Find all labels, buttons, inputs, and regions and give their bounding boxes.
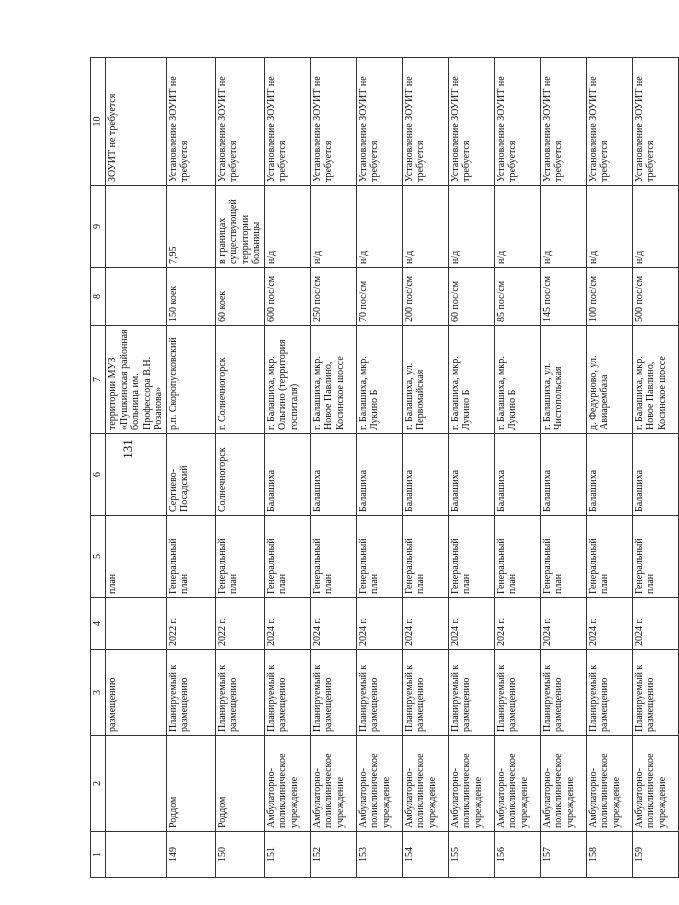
column-number: 6: [91, 434, 106, 516]
cell-status: Планируемый к размещению: [632, 650, 678, 736]
cell-capacity: 200 пос/см: [402, 268, 448, 326]
cell-doc: Генеральный план: [540, 516, 586, 598]
page-number: 131: [119, 439, 135, 459]
cell-zouit: Установление ЗОУИТ не требуется: [356, 58, 402, 186]
cell-status: Планируемый к размещению: [586, 650, 632, 736]
cell-year: 2024 г.: [402, 598, 448, 650]
cell-object: Амбулаторно-поликлиническое учреждение: [264, 736, 310, 832]
cell-status: Планируемый к размещению: [448, 650, 494, 736]
cell-area: н/д: [264, 186, 310, 268]
cell-municipality: Балашиха: [494, 434, 540, 516]
cell-number: 150: [215, 832, 264, 878]
cell-doc: Генеральный план: [310, 516, 356, 598]
cell-zouit: Установление ЗОУИТ не требуется: [166, 58, 215, 186]
cell-municipality: Балашиха: [402, 434, 448, 516]
cell-location: г. Балашиха, мкр. Лукино Б: [494, 326, 540, 434]
cell-object: Роддом: [215, 736, 264, 832]
objects-table: [90, 57, 679, 878]
cell-number: 152: [310, 832, 356, 878]
cell-object: [106, 736, 167, 832]
cell-capacity: [106, 268, 167, 326]
cell-area: н/д: [402, 186, 448, 268]
cell-location: г. Балашиха, мкр. Новое Павлино, Косинское шоссе: [632, 326, 678, 434]
cell-number: 156: [494, 832, 540, 878]
cell-capacity: 600 пос/см: [264, 268, 310, 326]
column-number: 5: [91, 516, 106, 598]
cell-doc: Генеральный план: [166, 516, 215, 598]
cell-status: Планируемый к размещению: [494, 650, 540, 736]
cell-location: г. Солнечногорск: [215, 326, 264, 434]
table-row: [586, 58, 632, 878]
cell-year: 2024 г.: [632, 598, 678, 650]
cell-zouit: Установление ЗОУИТ не требуется: [540, 58, 586, 186]
cell-zouit: Установление ЗОУИТ не требуется: [264, 58, 310, 186]
table-row: [264, 58, 310, 878]
cell-location: г. Балашиха, ул. Первомайская: [402, 326, 448, 434]
cell-object: Амбулаторно-поликлиническое учреждение: [632, 736, 678, 832]
cell-municipality: Балашиха: [448, 434, 494, 516]
cell-number: 157: [540, 832, 586, 878]
cell-doc: Генеральный план: [402, 516, 448, 598]
cell-area: н/д: [356, 186, 402, 268]
cell-number: [106, 832, 167, 878]
cell-capacity: 85 пос/см: [494, 268, 540, 326]
cell-capacity: 60 пос/см: [448, 268, 494, 326]
cell-location: г. Балашиха, мкр. Лукино Б: [356, 326, 402, 434]
cell-year: 2024 г.: [448, 598, 494, 650]
table-row: [402, 58, 448, 878]
table-row: [310, 58, 356, 878]
cell-number: 149: [166, 832, 215, 878]
cell-year: 2024 г.: [586, 598, 632, 650]
table-row: [215, 58, 264, 878]
cell-location: территории МУЗ «Пушкинская районная больница им. Профессора В.Н. Розанова»: [106, 326, 167, 434]
column-number-row: [91, 58, 106, 878]
cell-doc: Генеральный план: [494, 516, 540, 598]
cell-location: г. Балашиха, мкр. Новое Павлино, Косинское шоссе: [310, 326, 356, 434]
cell-doc: план: [106, 516, 167, 598]
cell-zouit: Установление ЗОУИТ не требуется: [632, 58, 678, 186]
cell-number: 153: [356, 832, 402, 878]
table-row: [166, 58, 215, 878]
cell-area: н/д: [448, 186, 494, 268]
table-row: [632, 58, 678, 878]
cell-area: н/д: [310, 186, 356, 268]
cell-year: 2024 г.: [264, 598, 310, 650]
cell-area: 7,95: [166, 186, 215, 268]
continuation-row: [106, 58, 167, 878]
cell-area: н/д: [632, 186, 678, 268]
cell-municipality: Солнечногорск: [215, 434, 264, 516]
cell-area: н/д: [540, 186, 586, 268]
cell-number: 154: [402, 832, 448, 878]
cell-year: 2022 г.: [166, 598, 215, 650]
cell-location: г. Балашиха, мкр. Ольгино (территория госпиталя): [264, 326, 310, 434]
column-number: 9: [91, 186, 106, 268]
cell-doc: Генеральный план: [448, 516, 494, 598]
cell-municipality: Балашиха: [586, 434, 632, 516]
cell-status: Планируемый к размещению: [402, 650, 448, 736]
cell-object: Роддом: [166, 736, 215, 832]
cell-object: Амбулаторно-поликлиническое учреждение: [310, 736, 356, 832]
table-row: [540, 58, 586, 878]
cell-capacity: 145 пос/см: [540, 268, 586, 326]
cell-object: Амбулаторно-поликлиническое учреждение: [448, 736, 494, 832]
cell-capacity: 500 пос/см: [632, 268, 678, 326]
cell-number: 155: [448, 832, 494, 878]
cell-location: р.п. Скоропусковский: [166, 326, 215, 434]
column-number: 3: [91, 650, 106, 736]
cell-status: размещению: [106, 650, 167, 736]
cell-status: Планируемый к размещению: [166, 650, 215, 736]
cell-doc: Генеральный план: [632, 516, 678, 598]
column-number: 7: [91, 326, 106, 434]
cell-zouit: Установление ЗОУИТ не требуется: [494, 58, 540, 186]
cell-municipality: [106, 434, 167, 516]
column-number: 10: [91, 58, 106, 186]
cell-capacity: 150 коек: [166, 268, 215, 326]
cell-doc: Генеральный план: [356, 516, 402, 598]
cell-status: Планируемый к размещению: [540, 650, 586, 736]
cell-object: Амбулаторно-поликлиническое учреждение: [540, 736, 586, 832]
cell-municipality: Балашиха: [356, 434, 402, 516]
cell-municipality: Балашиха: [540, 434, 586, 516]
table-row: [356, 58, 402, 878]
cell-municipality: Балашиха: [632, 434, 678, 516]
cell-municipality: Сергиево-Посадский: [166, 434, 215, 516]
cell-year: 2024 г.: [540, 598, 586, 650]
cell-year: 2024 г.: [494, 598, 540, 650]
cell-location: г. Балашиха, ул. Чистопольская: [540, 326, 586, 434]
cell-capacity: 60 коек: [215, 268, 264, 326]
cell-doc: Генеральный план: [264, 516, 310, 598]
table-row: [494, 58, 540, 878]
cell-capacity: 70 пос/см: [356, 268, 402, 326]
cell-number: 159: [632, 832, 678, 878]
column-number: 4: [91, 598, 106, 650]
cell-status: Планируемый к размещению: [264, 650, 310, 736]
column-number: 8: [91, 268, 106, 326]
cell-location: г. Балашиха, мкр. Лукино Б: [448, 326, 494, 434]
cell-object: Амбулаторно-поликлиническое учреждение: [402, 736, 448, 832]
cell-year: 2022 г.: [215, 598, 264, 650]
cell-doc: Генеральный план: [586, 516, 632, 598]
cell-area: в границах существующей территории больницы: [215, 186, 264, 268]
cell-capacity: 250 пос/см: [310, 268, 356, 326]
cell-area: н/д: [586, 186, 632, 268]
cell-location: д. Федурново, ул. Авиарембаза: [586, 326, 632, 434]
cell-status: Планируемый к размещению: [310, 650, 356, 736]
cell-zouit: Установление ЗОУИТ не требуется: [586, 58, 632, 186]
cell-zouit: Установление ЗОУИТ не требуется: [448, 58, 494, 186]
cell-zouit: ЗОУИТ не требуется: [106, 58, 167, 186]
cell-municipality: Балашиха: [264, 434, 310, 516]
cell-area: [106, 186, 167, 268]
cell-doc: Генеральный план: [215, 516, 264, 598]
cell-number: 158: [586, 832, 632, 878]
cell-status: Планируемый к размещению: [356, 650, 402, 736]
cell-capacity: 100 пос/см: [586, 268, 632, 326]
cell-object: Амбулаторно-поликлиническое учреждение: [494, 736, 540, 832]
cell-year: 2024 г.: [310, 598, 356, 650]
cell-municipality: Балашиха: [310, 434, 356, 516]
table-row: [448, 58, 494, 878]
cell-area: н/д: [494, 186, 540, 268]
cell-number: 151: [264, 832, 310, 878]
column-number: 1: [91, 832, 106, 878]
cell-status: Планируемый к размещению: [215, 650, 264, 736]
cell-year: [106, 598, 167, 650]
cell-object: Амбулаторно-поликлиническое учреждение: [356, 736, 402, 832]
cell-zouit: Установление ЗОУИТ не требуется: [310, 58, 356, 186]
cell-zouit: Установление ЗОУИТ не требуется: [402, 58, 448, 186]
cell-year: 2024 г.: [356, 598, 402, 650]
rotated-table-page: [90, 58, 668, 878]
cell-zouit: Установление ЗОУИТ не требуется: [215, 58, 264, 186]
column-number: 2: [91, 736, 106, 832]
cell-object: Амбулаторно-поликлиническое учреждение: [586, 736, 632, 832]
